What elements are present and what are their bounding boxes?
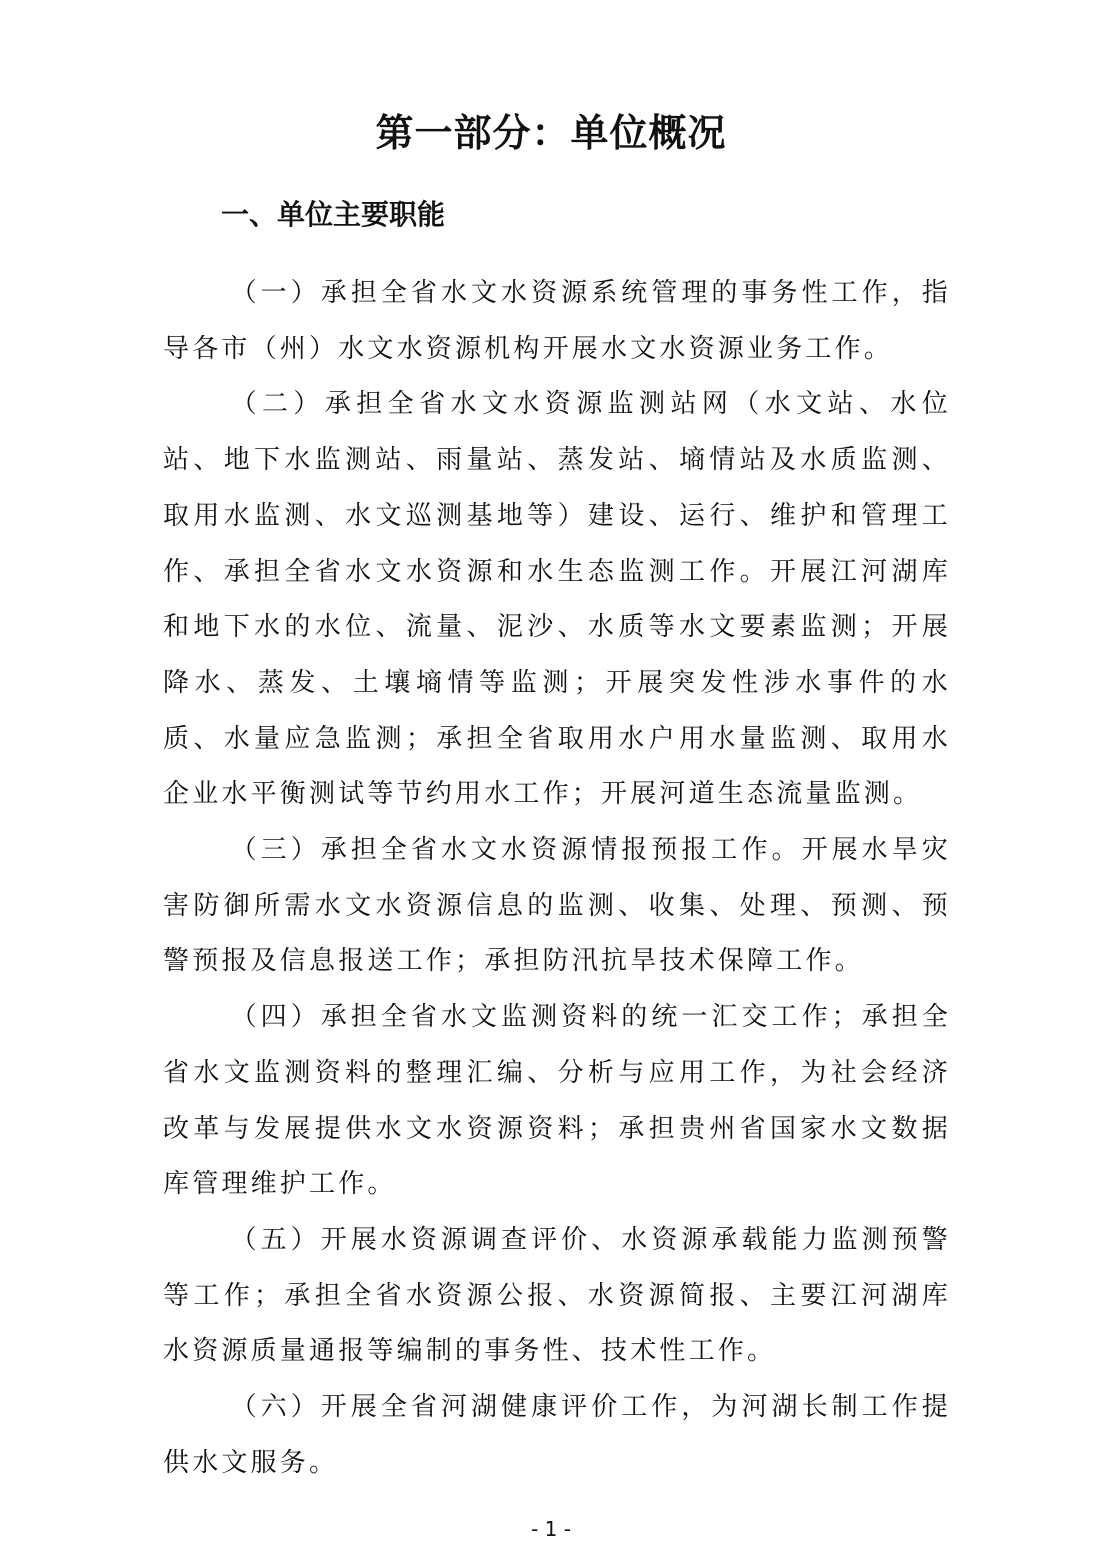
- paragraph-2: （二）承担全省水文水资源监测站网（水文站、水位站、地下水监测站、雨量站、蒸发站、墒情站及水质监测、取用水监测、水文巡测基地等）建设、运行、维护和管理工作、承担全省水文水资源和水生态监测工作。开展江河湖库和地下水的水位、流量、泥沙、水质等水文要素监测；开展降水、蒸发、土壤墒情等监测；开展突发性涉水事件的水质、水量应急监测；承担全省取用水户用水量监测、取用水企业水平衡测试等节约用水工作；开展河道生态流量监测。: [163, 389, 951, 810]
- section-heading: 一、单位主要职能: [221, 198, 446, 231]
- paragraph-4: （四）承担全省水文监测资料的统一汇交工作；承担全省水文监测资料的整理汇编、分析与应用工作，为社会经济改革与发展提供水文水资源资料；承担贵州省国家水文数据库管理维护工作。: [163, 1002, 951, 1200]
- page-title: 第一部分：单位概况: [375, 111, 727, 155]
- paragraph-1: （一）承担全省水文水资源系统管理的事务性工作，指导各市（州）水文水资源机构开展水文水资源业务工作。: [163, 278, 951, 364]
- paragraph-5: （五）开展水资源调查评价、水资源承载能力监测预警等工作；承担全省水资源公报、水资源简报、主要江河湖库水资源质量通报等编制的事务性、技术性工作。: [163, 1224, 951, 1367]
- paragraph-3: （三）承担全省水文水资源情报预报工作。开展水旱灾害防御所需水文水资源信息的监测、收集、处理、预测、预警预报及信息报送工作；承担防汛抗旱技术保障工作。: [163, 835, 951, 977]
- page-number: - 1 -: [531, 1517, 571, 1541]
- paragraph-6: （六）开展全省河湖健康评价工作，为河湖长制工作提供水文服务。: [163, 1392, 951, 1478]
- document-body: [163, 266, 951, 1491]
